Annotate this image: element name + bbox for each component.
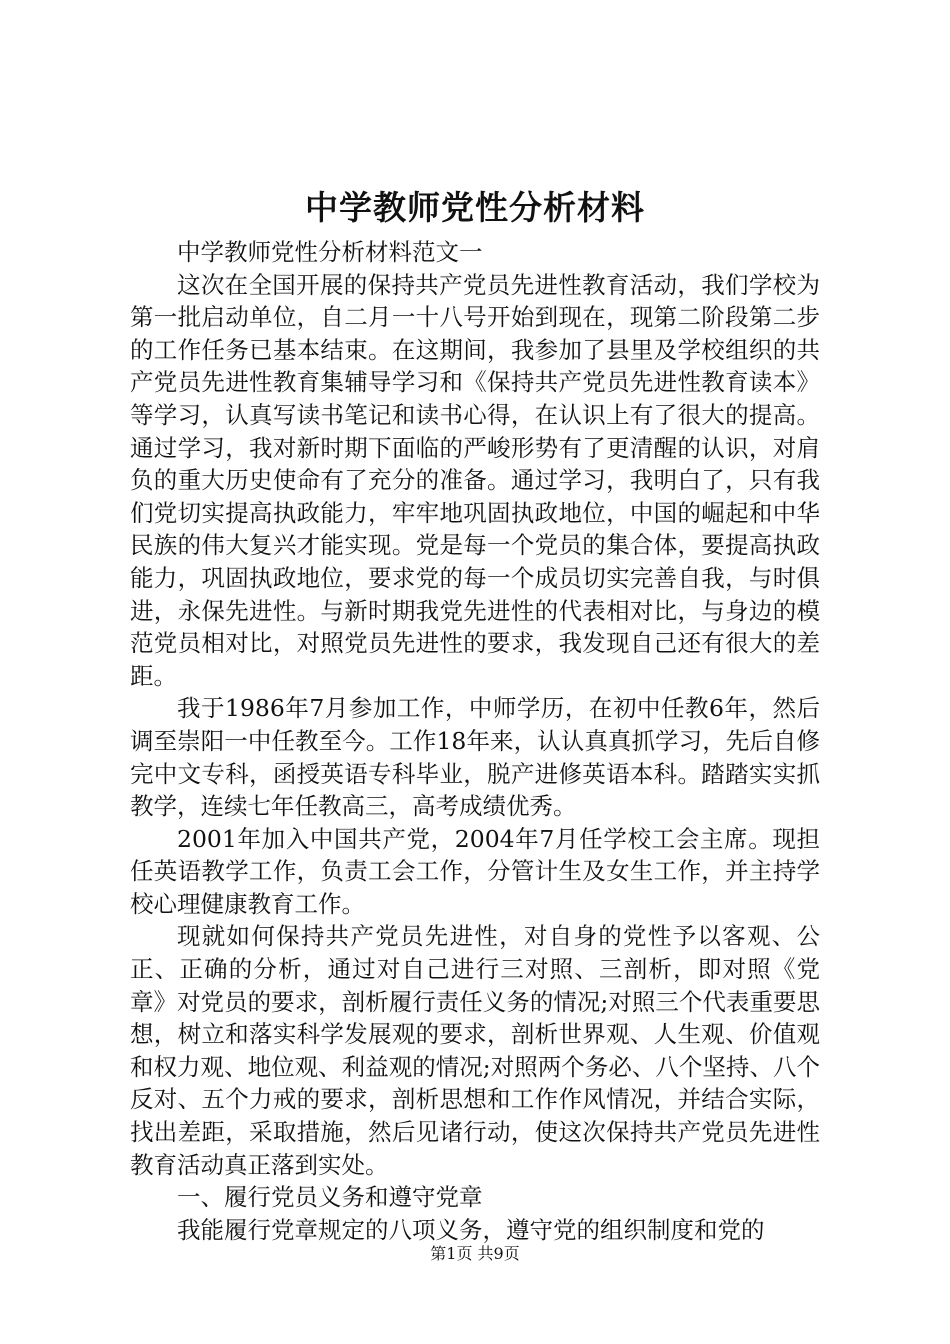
section-heading: 一、履行党员义务和遵守党章 (177, 1183, 483, 1212)
document-title: 中学教师党性分析材料 (305, 188, 645, 227)
paragraph: 我能履行党章规定的八项义务，遵守党的组织制度和党的 (177, 1215, 765, 1244)
paragraph-subtitle: 中学教师党性分析材料范文一 (177, 238, 483, 266)
paragraph: 这次在全国开展的保持共产党员先进性教育活动，我们学校为第一批启动单位，自二月一十八号开始到现在，现第二阶段第二步的工作任务已基本结束。在这期间，我参加了县里及学校组织的共产党员先进性教育集辅导学习和《保持共产党员先进性教育读本》等学习，认真写读书笔记和读书心得，在认识上有了很大的提高。通过学习，我对新时期下面临的严峻形势有了更清醒的认识，对肩负的重大历史使命有了充分的准备。通过学习，我明白了，只有我们党切实提高执政能力，牢牢地巩固执政地位，中国的崛起和中华民族的伟大复兴才能实现。党是每一个党员的集合体，要提高执政能力，巩固执政地位，要求党的每一个成员切实完善自我，与时俱进，永保先进性。与新时期我党先进性的代表相对比，与身边的模范党员相对比，对照党员先进性的要求，我发现自己还有很大的差距。 (130, 270, 820, 690)
paragraph: 现就如何保持共产党员先进性，对自身的党性予以客观、公正、正确的分析，通过对自己进行三对照、三剖析，即对照《党章》对党员的要求，剖析履行责任义务的情况;对照三个代表重要思想，树立和落实科学发展观的要求，剖析世界观、人生观、价值观和权力观、地位观、利益观的情况;对照两个务必、八个坚持、八个反对、五个力戒的要求，剖析思想和工作作风情况，并结合实际，找出差距，采取措施，然后见诸行动，使这次保持共产党员先进性教育活动真正落到实处。 (130, 922, 820, 1179)
document-body (130, 236, 820, 1246)
paragraph: 我于1986年7月参加工作，中师学历，在初中任教6年，然后调至崇阳一中任教至今。工作18年来，认认真真抓学习，先后自修完中文专科，函授英语专科毕业，脱产进修英语本科。踏踏实实抓教学，连续七年任教高三，高考成绩优秀。 (130, 694, 820, 821)
paragraph: 2001年加入中国共产党，2004年7月任学校工会主席。现担任英语教学工作，负责工会工作，分管计生及女生工作，并主持学校心理健康教育工作。 (130, 824, 820, 918)
page-footer: 第1页 共9页 (430, 1244, 520, 1263)
